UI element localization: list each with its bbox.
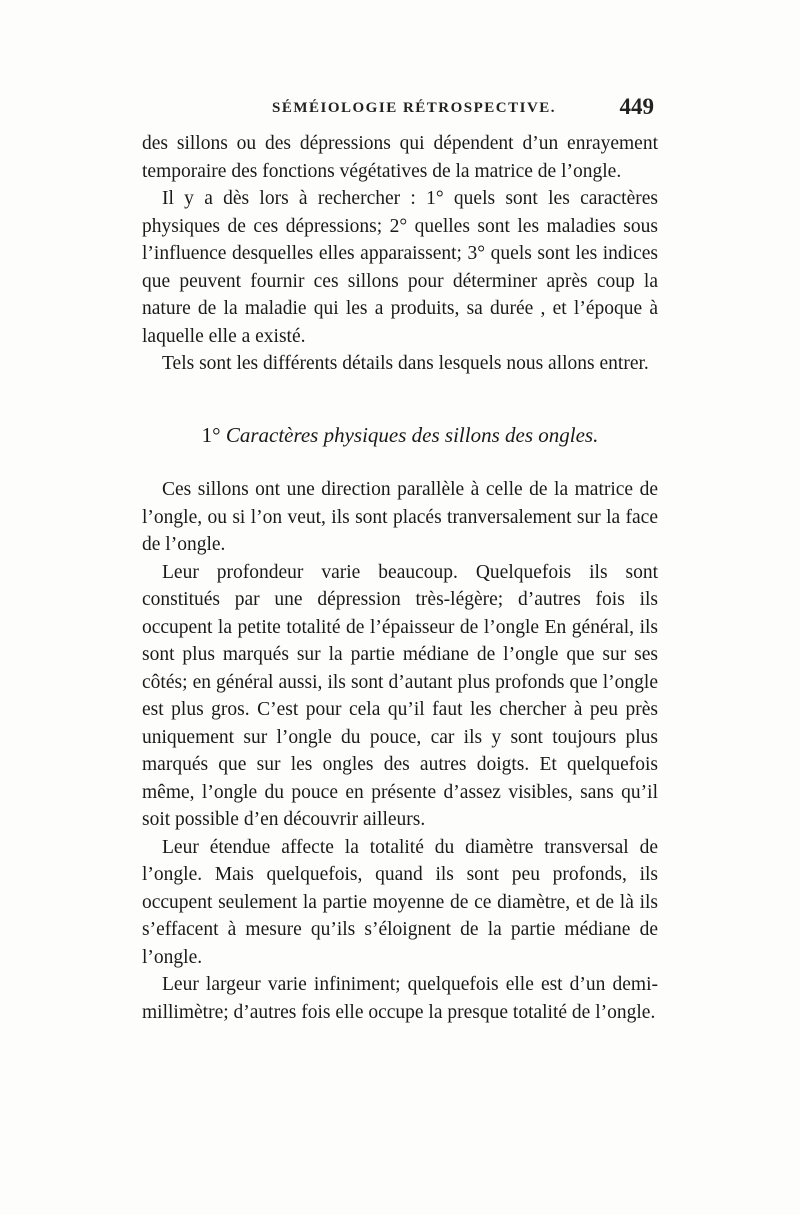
paragraph-questions: Il y a dès lors à rechercher : 1° quels sont les caractères physiques de ces dépressions; 2° quelles sont les maladies sous l’influence desquelles elles apparaissent; 3° quels sont les indices que peuvent fournir ces sillons pour déterminer après coup la nature de la maladie qui les a produits, sa durée , et l’époque à laquelle elle a existé. (142, 188, 658, 347)
paragraph-etendue: Leur étendue affecte la totalité du diamètre transversal de l’ongle. Mais quelquefois, quand ils sont peu profonds, ils occupent seulement la partie moyenne de ce diamètre, et de là ils s’effacent à mesure qu’ils s’éloignent de la partie médiane de l’ongle. (142, 836, 658, 968)
running-title: SÉMÉIOLOGIE RÉTROSPECTIVE. (272, 100, 557, 116)
section-text-block (142, 476, 658, 1026)
section-title: Caractères physiques des sillons des ongles. (225, 423, 599, 447)
running-head (142, 94, 658, 130)
page-number: 449 (619, 94, 654, 119)
paragraph-profondeur: Leur profondeur varie beaucoup. Quelquefois ils sont constitués par une dépression très-légère; d’autres fois ils occupent la petite totalité de l’épaisseur de l’ongle En général, ils sont plus marqués sur la partie médiane de l’ongle que sur ses côtés; en général aussi, ils sont d’autant plus profonds que l’ongle est plus gros. C’est pour cela qu’il faut les chercher à peu près uniquement sur l’ongle du pouce, car ils y sont toujours plus marqués que sur les ongles des autres doigts. Et quelquefois même, l’ongle du pouce en présente d’assez visibles, sans qu’il soit possible d’en découvrir ailleurs. (142, 561, 658, 830)
paragraph-direction: Ces sillons ont une direction parallèle à celle de la matrice de l’ongle, ou si l’on veut, ils sont placés tranversalement sur la face de l’ongle. (142, 479, 658, 555)
paragraph-continued: des sillons ou des dépressions qui dépendent d’un enrayement temporaire des fonctions végétatives de la matrice de l’ongle. (142, 133, 658, 182)
body-text-block (142, 130, 658, 378)
paragraph-details: Tels sont les différents détails dans lesquels nous allons entrer. (162, 353, 649, 374)
section-number: 1° (201, 423, 221, 447)
section-heading (142, 421, 658, 449)
paragraph-largeur: Leur largeur varie infiniment; quelquefois elle est d’un demi-millimètre; d’autres fois elle occupe la presque totalité de l’ongle. (142, 974, 658, 1023)
